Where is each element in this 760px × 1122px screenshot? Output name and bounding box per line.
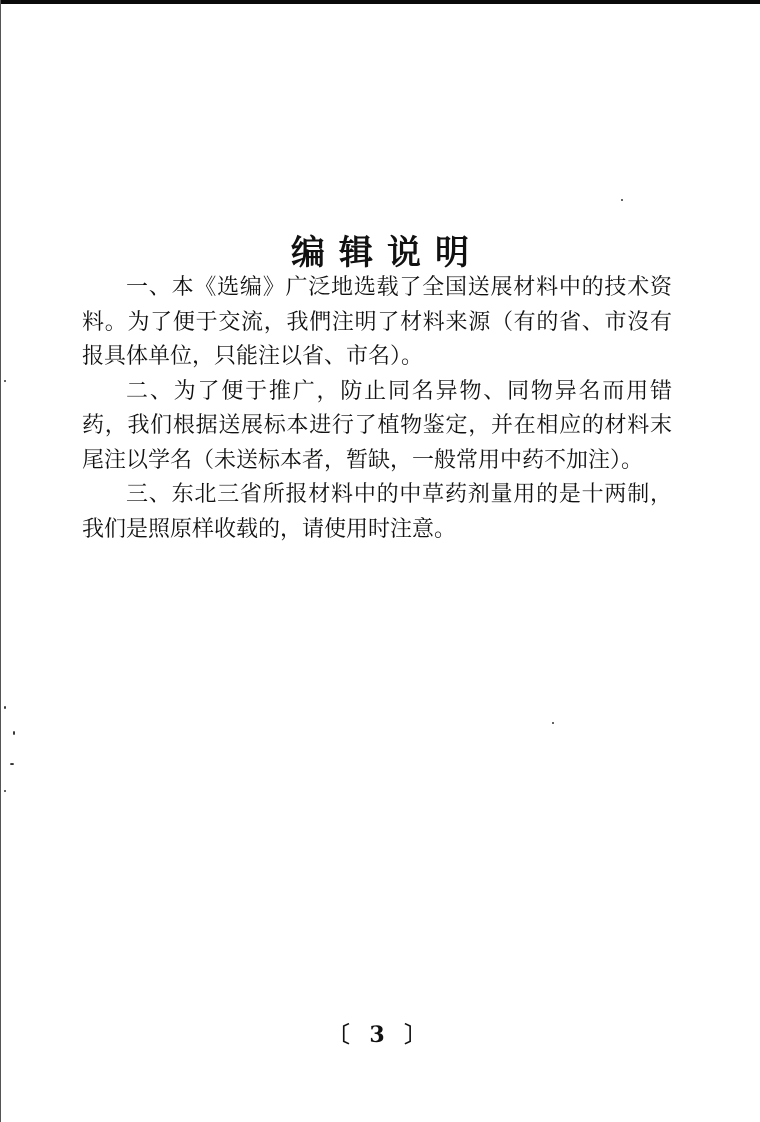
scan-speck: [552, 722, 554, 724]
note-paragraph-2: 二、为了便于推广，防止同名异物、同物异名而用错药，我们根据送展标本进行了植物鉴定，并在相应的材料末尾注以学名（未送标本者，暂缺，一般常用中药不加注）。: [82, 378, 672, 473]
scan-speck: [621, 199, 623, 201]
scan-speck: [4, 790, 6, 792]
scan-speck: [13, 731, 15, 735]
editorial-notes: [82, 271, 672, 547]
scan-speck: [4, 380, 6, 382]
note-paragraph-1: 一、本《选编》广泛地选载了全国送展材料中的技术资料。为了便于交流，我們注明了材料来源（有的省、市沒有报具体单位，只能注以省、市名）。: [82, 275, 672, 369]
scan-top-border: [0, 0, 760, 4]
page-title: 编辑说明: [291, 232, 483, 273]
page-number: 〔 3 〕: [327, 1022, 433, 1048]
note-paragraph-3: 三、东北三省所报材料中的中草药剂量用的是十两制，我们是照原样收载的，请使用时注意。: [82, 482, 672, 542]
scan-speck: [10, 763, 14, 765]
scan-speck: [4, 706, 6, 709]
scan-left-border: [0, 0, 1, 1122]
